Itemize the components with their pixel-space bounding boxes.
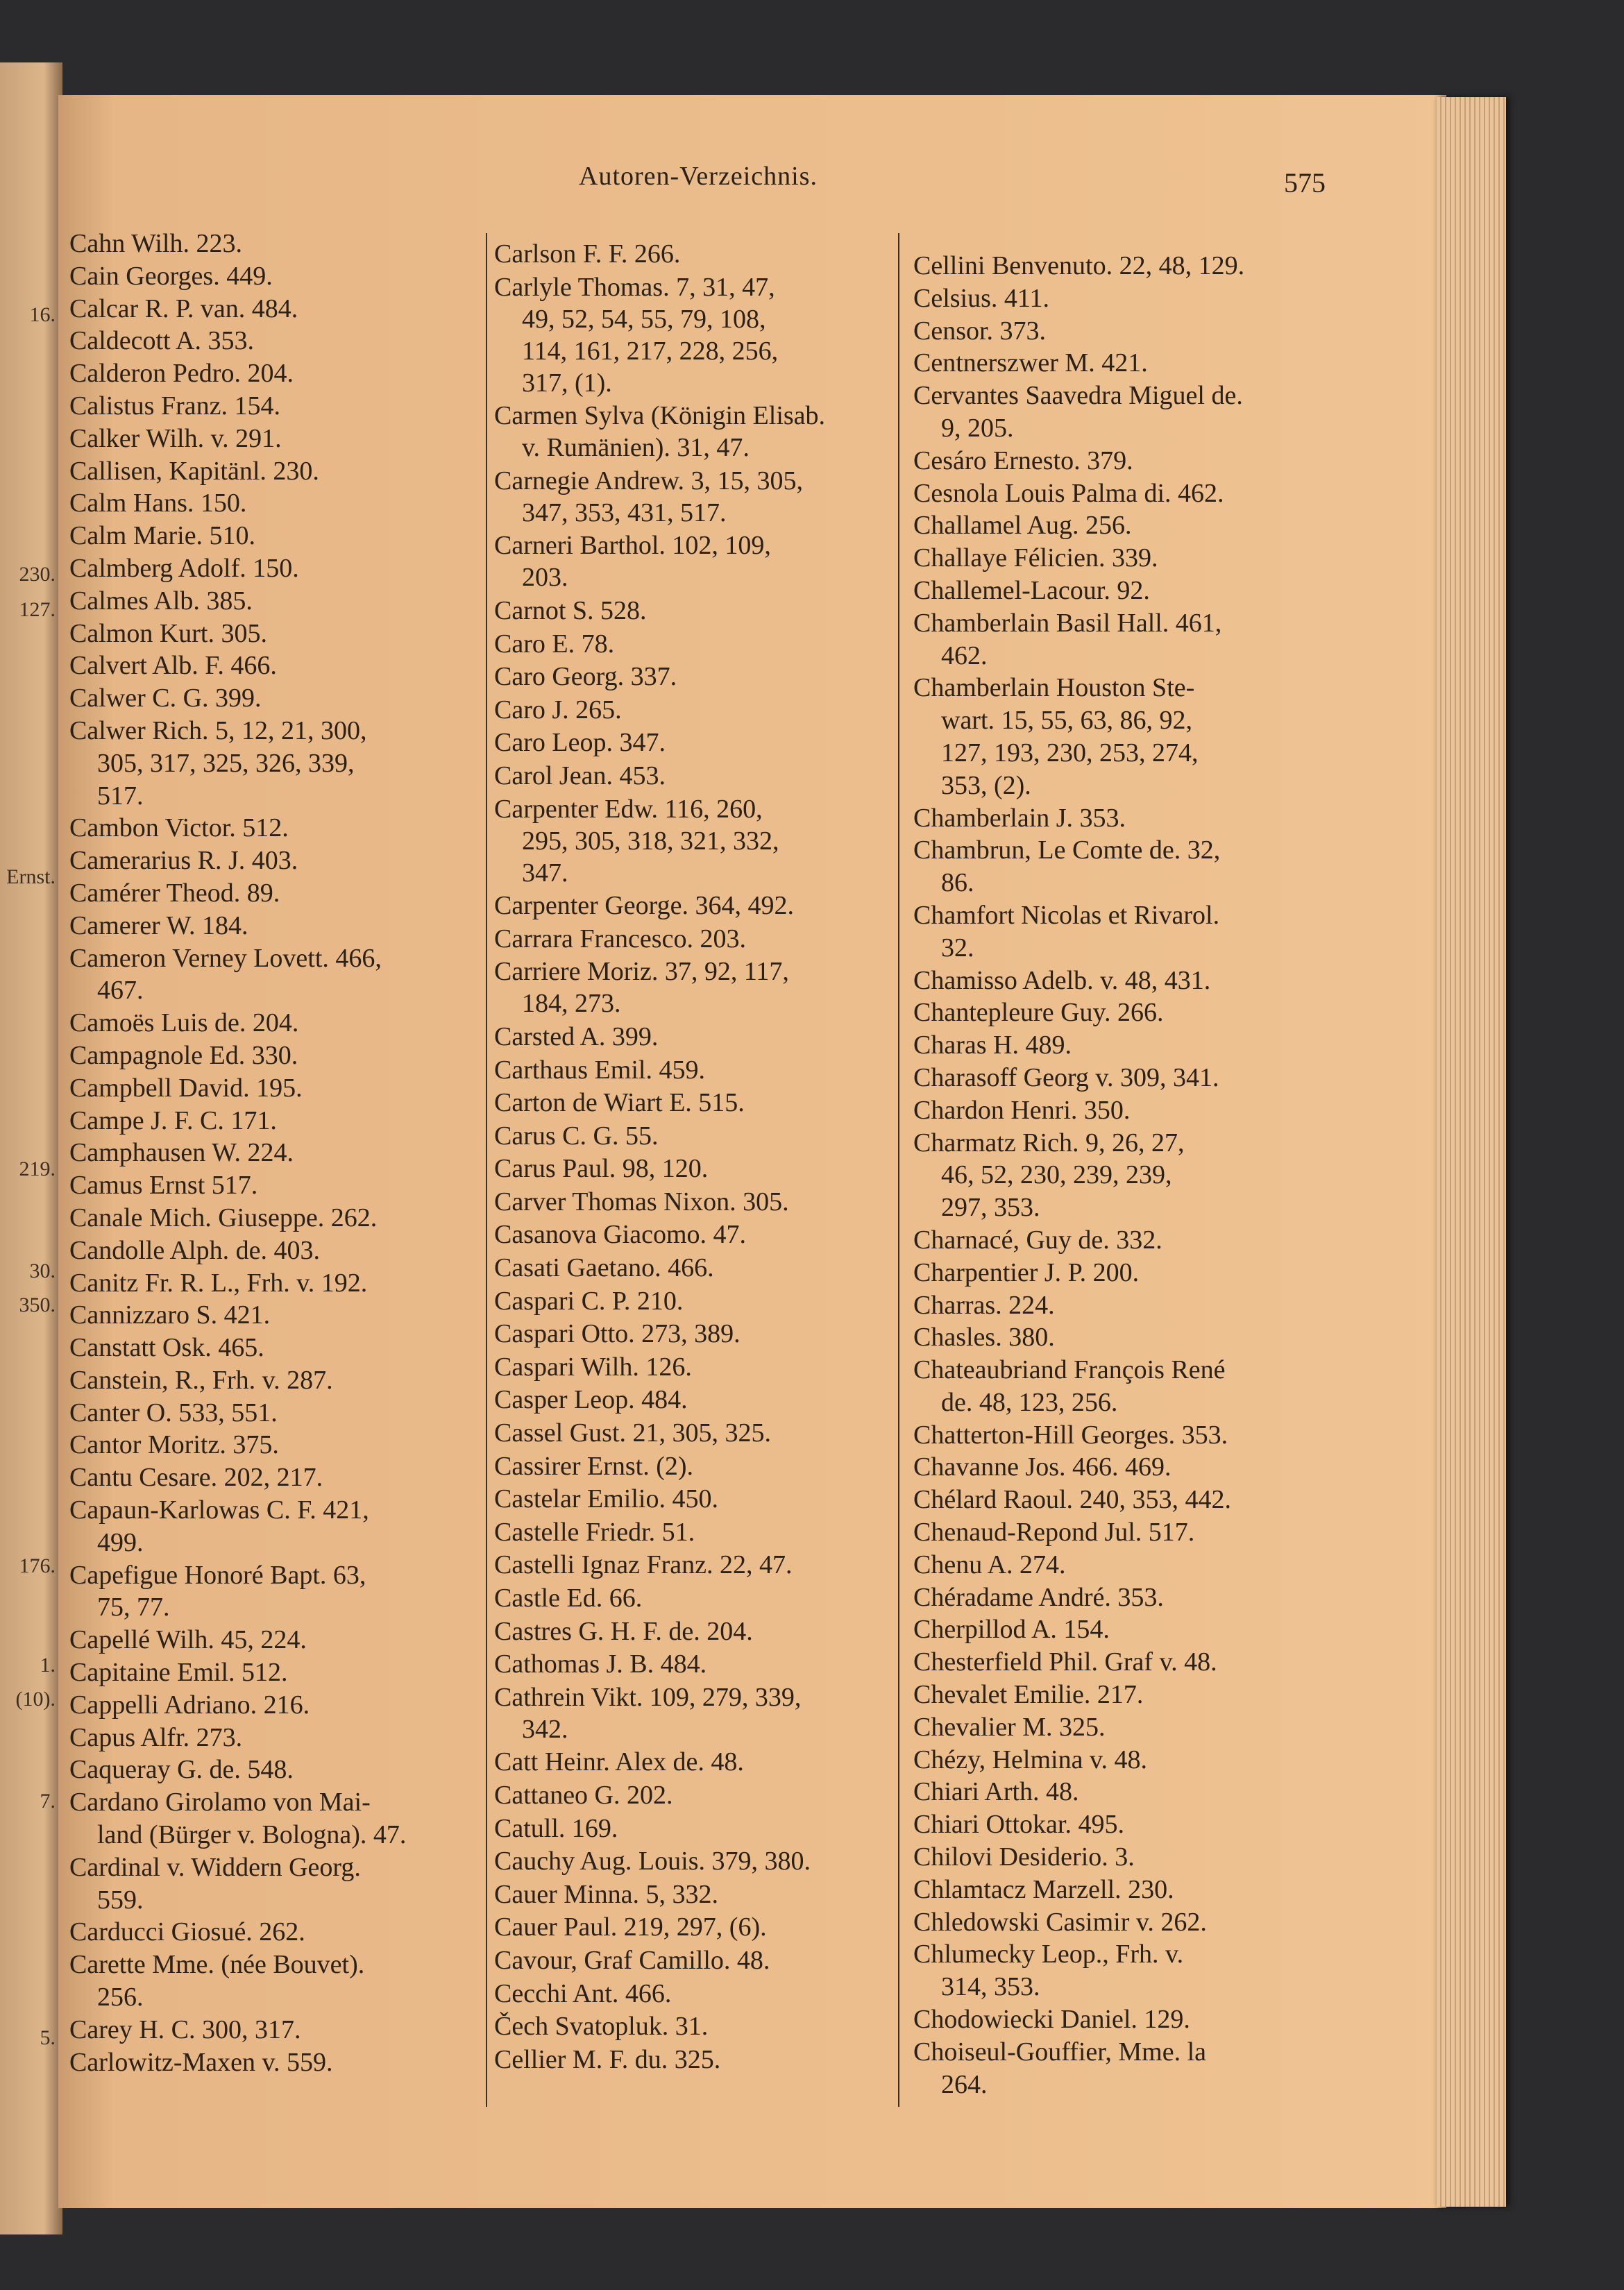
index-entry: Caspari C. P. 210. xyxy=(494,1286,684,1316)
previous-page-fragment: 230. xyxy=(19,563,56,586)
index-entry: Cherpillod A. 154. xyxy=(913,1615,1110,1645)
index-entry: Catull. 169. xyxy=(494,1813,618,1843)
index-entry: Carus C. G. 55. xyxy=(494,1121,659,1151)
index-entry: Candolle Alph. de. 403. xyxy=(69,1235,320,1265)
index-entry: Carver Thomas Nixon. 305. xyxy=(494,1187,789,1216)
previous-page-edge xyxy=(0,62,62,2234)
index-entry: Chevalier M. 325. xyxy=(913,1712,1106,1742)
index-entry: Carthaus Emil. 459. xyxy=(494,1055,705,1085)
index-entry: Catt Heinr. Alex de. 48. xyxy=(494,1747,744,1777)
index-entry: Caro E. 78. xyxy=(494,629,615,659)
index-column-1 xyxy=(69,228,479,2078)
index-entry: Canstein, R., Frh. v. 287. xyxy=(69,1365,333,1395)
index-entry: Campe J. F. C. 171. xyxy=(69,1105,277,1135)
index-entry: Cathomas J. B. 484. xyxy=(494,1649,707,1679)
index-entry: Camérer Theod. 89. xyxy=(69,878,280,908)
index-entry: Campagnole Ed. 330. xyxy=(69,1040,298,1070)
index-entry: Canter O. 533, 551. xyxy=(69,1398,278,1427)
index-entry: Carey H. C. 300, 317. xyxy=(69,2015,301,2044)
index-entry: Chézy, Helmina v. 48. xyxy=(913,1745,1147,1774)
index-entry: Carlson F. F. 266. xyxy=(494,239,681,269)
index-entry: Chamberlain Basil Hall. 461, 462. xyxy=(913,608,1222,670)
previous-page-fragment: 350. xyxy=(19,1294,56,1316)
index-entry: Charras. 224. xyxy=(913,1290,1055,1320)
index-entry: Camus Ernst 517. xyxy=(69,1171,258,1201)
index-entry: Caro Leop. 347. xyxy=(494,728,666,758)
index-entry: Camoës Luis de. 204. xyxy=(69,1008,299,1038)
index-entry: Cambon Victor. 512. xyxy=(69,813,289,843)
index-entry: Caldecott A. 353. xyxy=(69,326,254,356)
index-entry: Canstatt Osk. 465. xyxy=(69,1333,264,1363)
index-entry: Chamberlain J. 353. xyxy=(913,803,1126,833)
index-column-2 xyxy=(494,238,904,2076)
index-entry: Chambrun, Le Comte de. 32, 86. xyxy=(913,836,1221,898)
index-entry: Carsted A. 399. xyxy=(494,1021,659,1051)
index-entry: Cassel Gust. 21, 305, 325. xyxy=(494,1418,771,1448)
index-entry: Chamberlain Houston Ste- wart. 15, 55, 63, 86, 92, 127, 193, 230, 253, 274, 353, (2). xyxy=(913,673,1199,800)
index-entry: Castelli Ignaz Franz. 22, 47. xyxy=(494,1550,793,1580)
index-entry: Chenaud-Repond Jul. 517. xyxy=(913,1518,1195,1547)
index-entry: Casati Gaetano. 466. xyxy=(494,1253,714,1283)
previous-page-fragment: 219. xyxy=(19,1157,56,1180)
index-entry: Chantepleure Guy. 266. xyxy=(913,998,1164,1028)
index-entry: Camerarius R. J. 403. xyxy=(69,846,298,876)
index-entry: Caspari Wilh. 126. xyxy=(494,1352,692,1382)
index-entry: Cesáro Ernesto. 379. xyxy=(913,446,1133,475)
index-entry: Cantu Cesare. 202, 217. xyxy=(69,1463,323,1493)
index-entry: Calmberg Adolf. 150. xyxy=(69,553,299,583)
index-entry: Cellini Benvenuto. 22, 48, 129. xyxy=(913,251,1245,280)
index-entry: Capus Alfr. 273. xyxy=(69,1722,243,1752)
index-entry: Chiari Arth. 48. xyxy=(913,1777,1079,1807)
index-entry: Castle Ed. 66. xyxy=(494,1584,643,1613)
previous-page-fragment: 30. xyxy=(29,1260,56,1282)
page-number: 575 xyxy=(1284,167,1326,198)
index-entry: Čech Svatopluk. 31. xyxy=(494,2012,709,2042)
index-entry: Challaye Félicien. 339. xyxy=(913,543,1158,573)
index-entry: Camerer W. 184. xyxy=(69,910,248,940)
index-entry: Calm Hans. 150. xyxy=(69,489,247,518)
index-entry: Carol Jean. 453. xyxy=(494,761,666,790)
index-entry: Charnacé, Guy de. 332. xyxy=(913,1225,1162,1255)
column-divider xyxy=(486,233,487,2107)
index-entry: Cervantes Saavedra Miguel de. 9, 205. xyxy=(913,381,1243,443)
index-entry: Castres G. H. F. de. 204. xyxy=(494,1616,753,1646)
index-entry: Calwer C. G. 399. xyxy=(69,684,262,713)
index-entry: Chlamtacz Marzell. 230. xyxy=(913,1874,1174,1904)
index-entry: Carpenter Edw. 116, 260, 295, 305, 318, 321, 332, 347. xyxy=(494,794,779,888)
index-entry: Chlumecky Leop., Frh. v. 314, 353. xyxy=(913,1940,1184,2002)
index-entry: Capitaine Emil. 512. xyxy=(69,1658,288,1688)
index-entry: Chamisso Adelb. v. 48, 431. xyxy=(913,965,1211,995)
index-entry: Chatterton-Hill Georges. 353. xyxy=(913,1420,1228,1450)
index-entry: Carette Mme. (née Bouvet). 256. xyxy=(69,1950,365,2012)
index-entry: Carlyle Thomas. 7, 31, 47, 49, 52, 54, 55, 79, 108, 114, 161, 217, 228, 256, 317, (1). xyxy=(494,272,779,398)
index-entry: Cantor Moritz. 375. xyxy=(69,1430,279,1460)
index-entry: Chledowski Casimir v. 262. xyxy=(913,1907,1207,1937)
index-entry: Cecchi Ant. 466. xyxy=(494,1978,672,2008)
index-column-3 xyxy=(913,250,1330,2101)
index-entry: Carlowitz-Maxen v. 559. xyxy=(69,2047,333,2077)
previous-page-fragment: 7. xyxy=(40,1790,56,1813)
previous-page-fragment: Ernst. xyxy=(6,865,56,888)
index-entry: Choiseul-Gouffier, Mme. la 264. xyxy=(913,2037,1207,2099)
index-entry: Carneri Barthol. 102, 109, 203. xyxy=(494,531,771,593)
index-entry: Castelle Friedr. 51. xyxy=(494,1517,695,1547)
index-entry: Cannizzaro S. 421. xyxy=(69,1300,271,1330)
index-entry: Caspari Otto. 273, 389. xyxy=(494,1319,741,1349)
index-entry: Callisen, Kapitänl. 230. xyxy=(69,456,319,486)
index-entry: Chesterfield Phil. Graf v. 48. xyxy=(913,1647,1217,1677)
index-entry: Calderon Pedro. 204. xyxy=(69,359,294,389)
index-entry: Chodowiecki Daniel. 129. xyxy=(913,2005,1190,2035)
index-entry: Castelar Emilio. 450. xyxy=(494,1484,718,1514)
index-entry: Challamel Aug. 256. xyxy=(913,511,1132,541)
index-entry: Cauer Minna. 5, 332. xyxy=(494,1879,718,1909)
index-entry: Chevalet Emilie. 217. xyxy=(913,1680,1144,1710)
index-entry: Carus Paul. 98, 120. xyxy=(494,1154,709,1184)
index-entry: Casper Leop. 484. xyxy=(494,1385,688,1415)
index-entry: Cassirer Ernst. (2). xyxy=(494,1451,694,1481)
index-entry: Chéradame André. 353. xyxy=(913,1582,1164,1612)
index-entry: Canale Mich. Giuseppe. 262. xyxy=(69,1203,378,1232)
previous-page-fragment: (10). xyxy=(15,1688,56,1711)
index-entry: Chélard Raoul. 240, 353, 442. xyxy=(913,1485,1232,1515)
index-entry: Charas H. 489. xyxy=(913,1030,1072,1060)
index-entry: Cellier M. F. du. 325. xyxy=(494,2044,721,2074)
index-entry: Cain Georges. 449. xyxy=(69,261,273,291)
index-entry: Chavanne Jos. 466. 469. xyxy=(913,1452,1172,1482)
index-entry: Cauer Paul. 219, 297, (6). xyxy=(494,1912,767,1942)
index-entry: Carducci Giosué. 262. xyxy=(69,1917,305,1947)
index-entry: Carnegie Andrew. 3, 15, 305, 347, 353, 431, 517. xyxy=(494,466,803,527)
index-entry: Cesnola Louis Palma di. 462. xyxy=(913,478,1224,508)
index-entry: Caro Georg. 337. xyxy=(494,662,677,692)
index-entry: Charmatz Rich. 9, 26, 27, 46, 52, 230, 239, 239, 297, 353. xyxy=(913,1128,1185,1223)
index-entry: Cauchy Aug. Louis. 379, 380. xyxy=(494,1847,811,1876)
index-entry: Chenu A. 274. xyxy=(913,1550,1066,1579)
running-header: Autoren-Verzeichnis. xyxy=(579,162,818,191)
index-entry: Cameron Verney Lovett. 466, 467. xyxy=(69,943,382,1006)
index-entry: Charasoff Georg v. 309, 341. xyxy=(913,1062,1219,1092)
previous-page-fragment: 176. xyxy=(19,1554,56,1577)
index-entry: Chamfort Nicolas et Rivarol. 32. xyxy=(913,900,1220,962)
index-entry: Calistus Franz. 154. xyxy=(69,391,280,421)
index-entry: Carpenter George. 364, 492. xyxy=(494,891,794,921)
index-entry: Calwer Rich. 5, 12, 21, 300, 305, 317, 325, 326, 339, 517. xyxy=(69,715,367,811)
index-entry: Chiari Ottokar. 495. xyxy=(913,1810,1124,1840)
index-entry: Chateaubriand François René de. 48, 123, 256. xyxy=(913,1355,1226,1417)
index-entry: Cappelli Adriano. 216. xyxy=(69,1690,310,1720)
previous-page-fragment: 1. xyxy=(40,1654,56,1677)
index-entry: Canitz Fr. R. L., Frh. v. 192. xyxy=(69,1268,368,1298)
index-entry: Centnerszwer M. 421. xyxy=(913,348,1148,378)
index-entry: Carnot S. 528. xyxy=(494,595,647,625)
index-entry: Cardano Girolamo von Mai- land (Bürger v. Bologna). 47. xyxy=(69,1788,407,1850)
index-entry: Cahn Wilh. 223. xyxy=(69,229,242,258)
previous-page-fragment: 16. xyxy=(29,303,56,326)
index-entry: Capellé Wilh. 45, 224. xyxy=(69,1625,307,1655)
index-entry: Capaun-Karlowas C. F. 421, 499. xyxy=(69,1495,369,1557)
index-entry: Campbell David. 195. xyxy=(69,1073,303,1103)
index-entry: Cattaneo G. 202. xyxy=(494,1780,673,1810)
index-entry: Censor. 373. xyxy=(913,316,1047,346)
index-entry: Cavour, Graf Camillo. 48. xyxy=(494,1945,770,1975)
index-entry: Calcar R. P. van. 484. xyxy=(69,294,298,323)
index-entry: Chasles. 380. xyxy=(913,1323,1055,1352)
index-entry: Casanova Giacomo. 47. xyxy=(494,1220,747,1250)
index-entry: Charpentier J. P. 200. xyxy=(913,1257,1140,1287)
index-entry: Chilovi Desiderio. 3. xyxy=(913,1842,1135,1872)
index-entry: Calmon Kurt. 305. xyxy=(69,618,267,648)
index-entry: Cardinal v. Widdern Georg. 559. xyxy=(69,1852,361,1915)
index-entry: Carrara Francesco. 203. xyxy=(494,924,746,953)
index-entry: Calm Marie. 510. xyxy=(69,521,256,551)
index-entry: Challemel-Lacour. 92. xyxy=(913,575,1150,605)
index-entry: Caro J. 265. xyxy=(494,695,622,724)
index-entry: Caqueray G. de. 548. xyxy=(69,1755,294,1785)
index-entry: Carriere Moriz. 37, 92, 117, 184, 273. xyxy=(494,957,789,1019)
index-entry: Carton de Wiart E. 515. xyxy=(494,1088,745,1118)
previous-page-fragment: 5. xyxy=(40,2026,56,2049)
index-entry: Cathrein Vikt. 109, 279, 339, 342. xyxy=(494,1682,802,1744)
index-entry: Celsius. 411. xyxy=(913,283,1049,313)
index-entry: Calmes Alb. 385. xyxy=(69,586,253,616)
index-entry: Carmen Sylva (Königin Elisab. v. Rumänien). 31, 47. xyxy=(494,401,826,463)
page-stack-edge xyxy=(1437,97,1506,2207)
index-entry: Camphausen W. 224. xyxy=(69,1138,294,1168)
index-entry: Chardon Henri. 350. xyxy=(913,1095,1131,1125)
index-entry: Calker Wilh. v. 291. xyxy=(69,423,282,453)
index-entry: Calvert Alb. F. 466. xyxy=(69,651,277,681)
previous-page-fragment: 127. xyxy=(19,598,56,621)
index-entry: Capefigue Honoré Bapt. 63, 75, 77. xyxy=(69,1560,366,1622)
